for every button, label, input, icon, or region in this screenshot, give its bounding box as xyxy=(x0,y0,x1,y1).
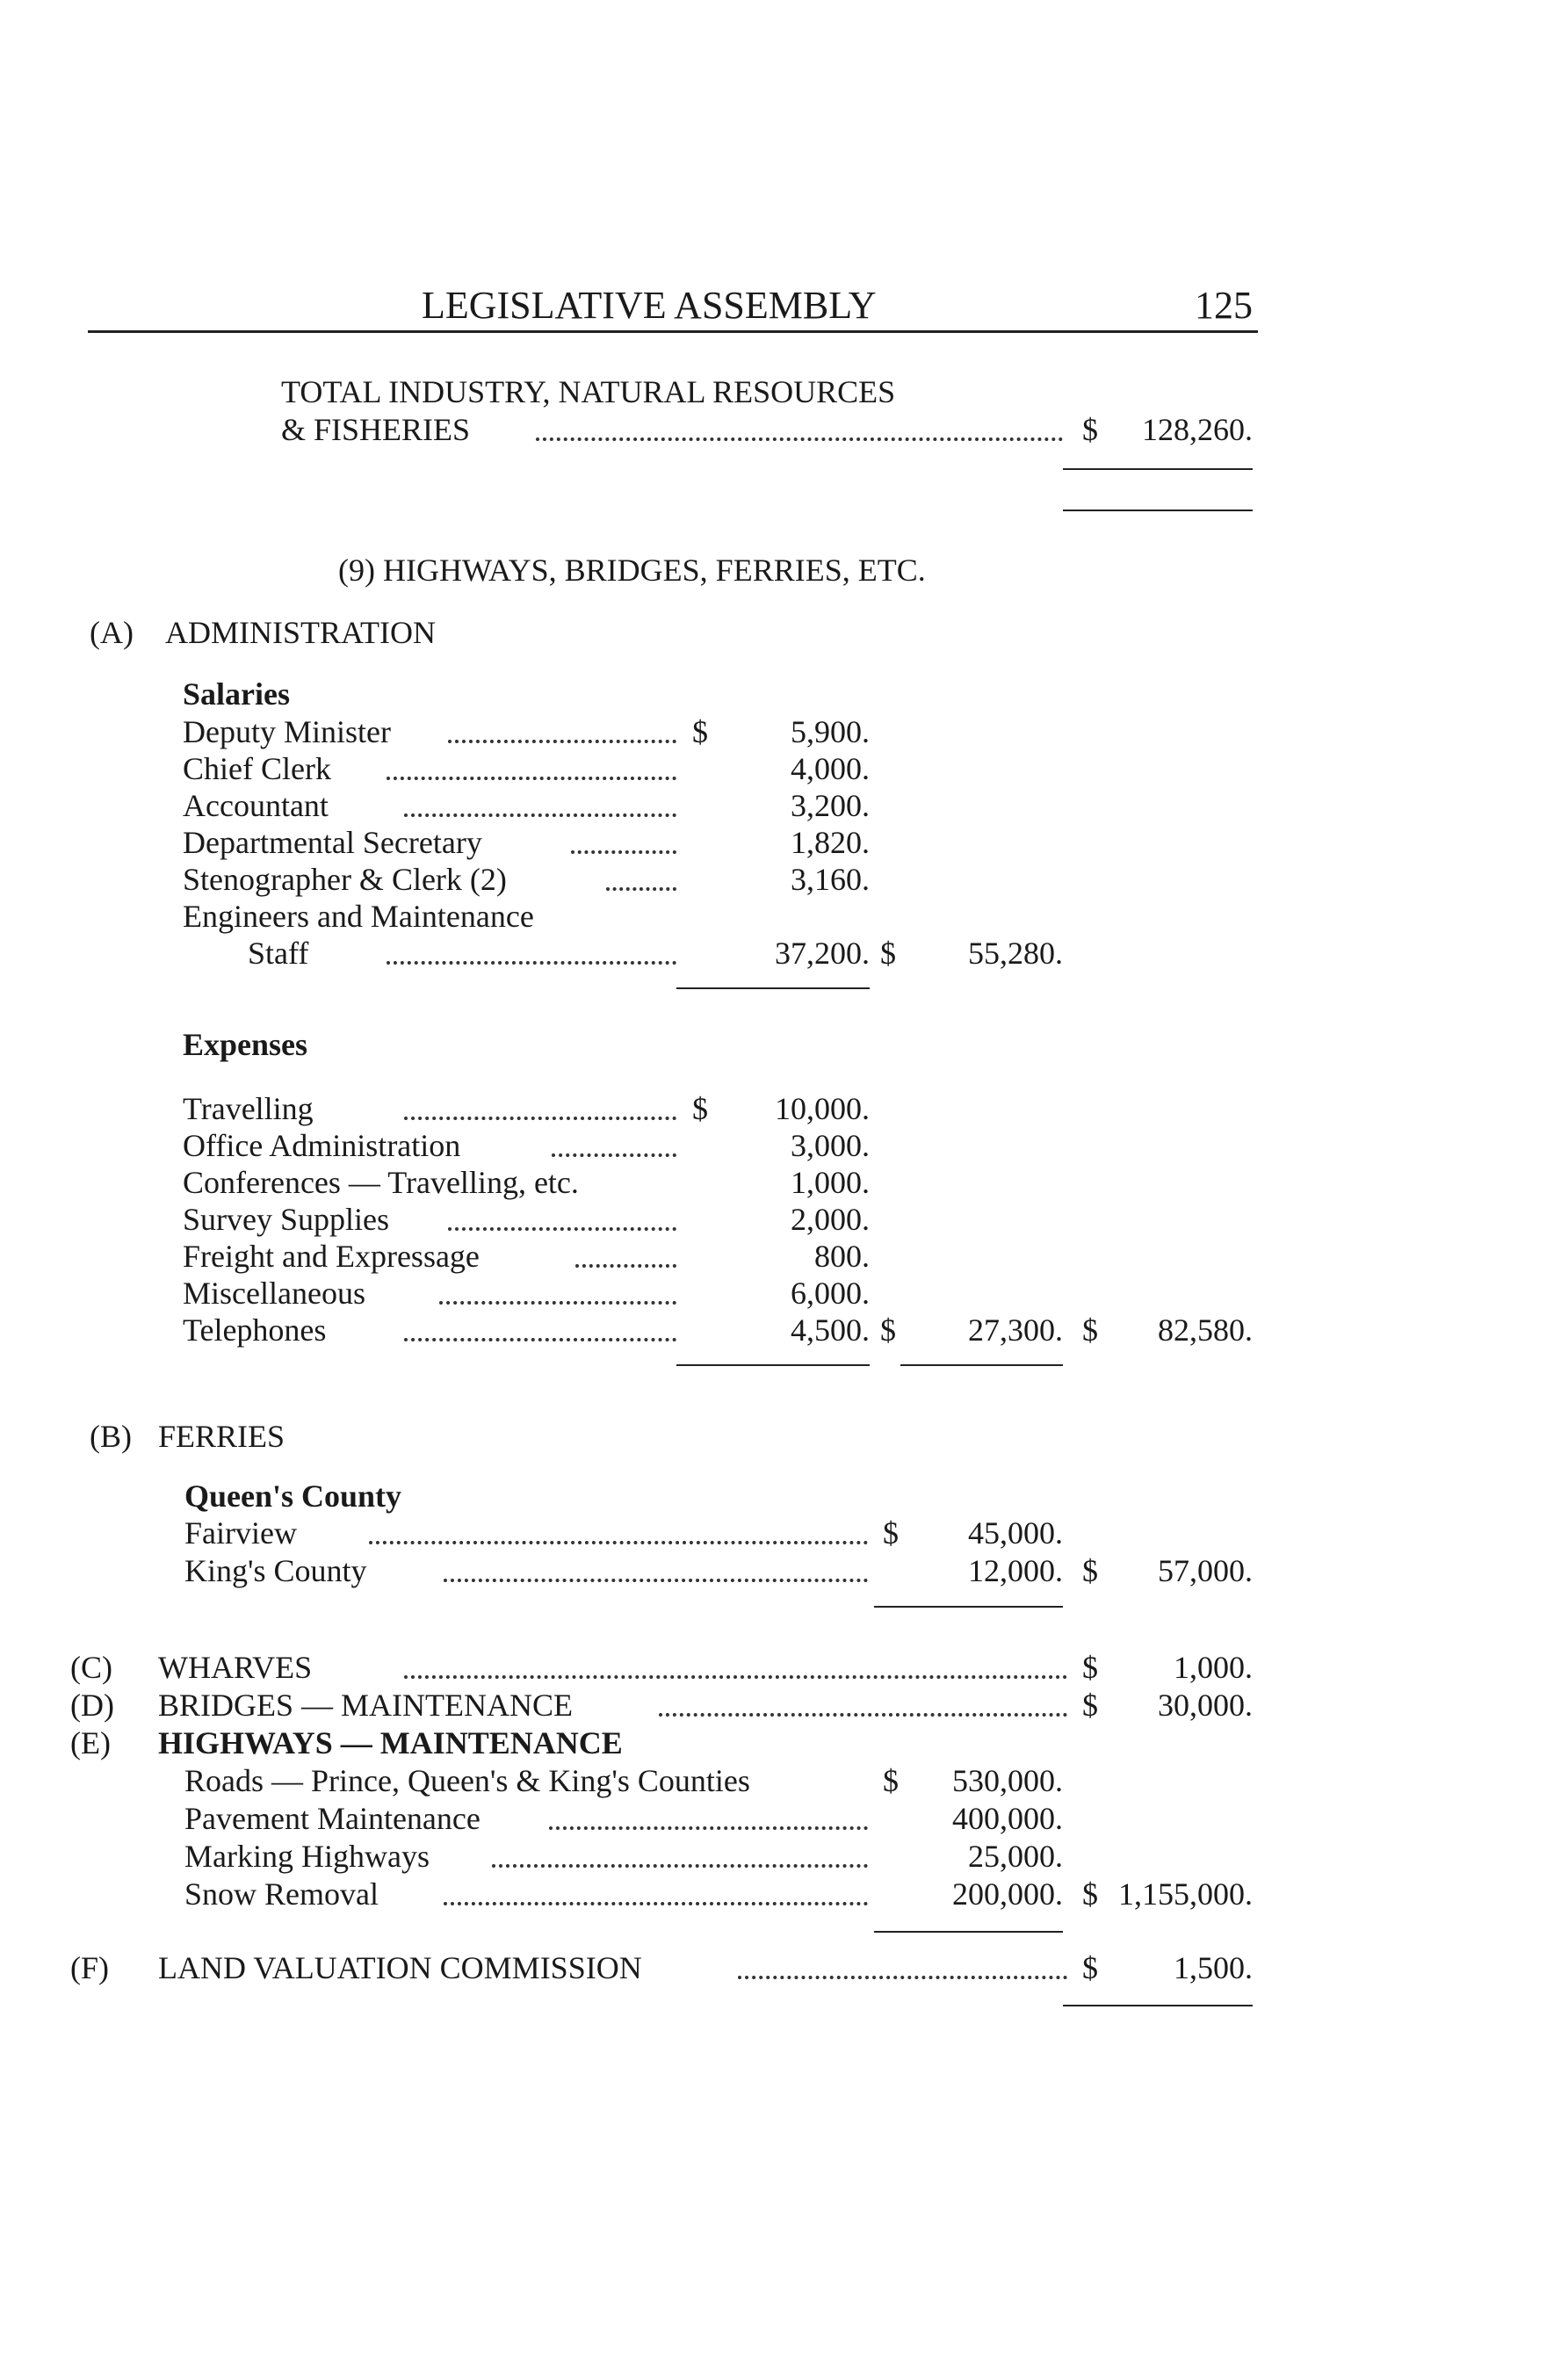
salary-amount: 37,200. xyxy=(775,936,870,971)
expenses-rule xyxy=(676,1364,870,1366)
leader-dots xyxy=(404,1675,1067,1679)
salary-amount: 3,200. xyxy=(791,788,870,823)
highway-label: Pavement Maintenance xyxy=(184,1801,481,1836)
admin-title: ADMINISTRATION xyxy=(165,615,436,650)
expense-amount: 800. xyxy=(814,1239,870,1274)
wharves-amount: 1,000. xyxy=(1174,1650,1253,1685)
highways-letter: (E) xyxy=(70,1725,111,1760)
leader-dots xyxy=(404,1117,676,1120)
total-label-line1: TOTAL INDUSTRY, NATURAL RESOURCES xyxy=(281,374,896,409)
expense-label: Office Administration xyxy=(183,1128,461,1163)
salary-currency: $ xyxy=(692,714,708,749)
ferry-label: Fairview xyxy=(184,1515,297,1551)
salary-label: Staff xyxy=(248,936,309,971)
leader-dots xyxy=(404,813,676,817)
salary-amount: 5,900. xyxy=(791,714,870,749)
expense-label: Telephones xyxy=(183,1312,327,1348)
leader-dots xyxy=(575,1264,676,1268)
header-rule xyxy=(88,330,1258,333)
ferries-rule xyxy=(874,1606,1063,1608)
leader-dots xyxy=(659,1713,1067,1717)
land-currency: $ xyxy=(1082,1950,1098,1985)
page-title: LEGISLATIVE ASSEMBLY xyxy=(422,284,877,327)
expense-label: Freight and Expressage xyxy=(183,1239,480,1274)
expense-subtotal: 27,300. xyxy=(968,1312,1063,1348)
highway-label: Snow Removal xyxy=(184,1876,379,1912)
bridges-letter: (D) xyxy=(70,1688,114,1723)
admin-letter: (A) xyxy=(90,615,134,650)
highway-currency: $ xyxy=(883,1763,899,1798)
salaries-rule xyxy=(676,987,870,989)
expenses-label: Expenses xyxy=(183,1027,308,1062)
ferries-total: 57,000. xyxy=(1158,1553,1253,1588)
expense-label: Miscellaneous xyxy=(183,1276,365,1311)
leader-dots xyxy=(439,1301,676,1305)
leader-dots xyxy=(536,437,1063,441)
expense-label: Survey Supplies xyxy=(183,1202,390,1237)
bridges-title: BRIDGES — MAINTENANCE xyxy=(158,1688,573,1723)
highway-amount: 400,000. xyxy=(952,1801,1063,1836)
bridges-currency: $ xyxy=(1082,1688,1098,1723)
wharves-letter: (C) xyxy=(70,1650,112,1685)
land-letter: (F) xyxy=(70,1950,109,1985)
highway-amount: 25,000. xyxy=(968,1839,1063,1874)
highways-total: 1,155,000. xyxy=(1118,1876,1253,1912)
ferry-amount: 45,000. xyxy=(968,1515,1063,1551)
expense-subtotal-currency: $ xyxy=(880,1312,896,1348)
ferry-amount: 12,000. xyxy=(968,1553,1063,1588)
total-rule-1 xyxy=(1063,468,1253,470)
salary-label: Accountant xyxy=(183,788,329,823)
expense-amount: 10,000. xyxy=(775,1091,870,1126)
salary-amount: 4,000. xyxy=(791,751,870,786)
leader-dots xyxy=(404,1338,676,1341)
highway-label: Marking Highways xyxy=(184,1839,430,1874)
expense-amount: 3,000. xyxy=(791,1128,870,1163)
ferries-title: FERRIES xyxy=(158,1419,285,1454)
salary-amount: 1,820. xyxy=(791,825,870,860)
bridges-amount: 30,000. xyxy=(1158,1688,1253,1723)
land-rule xyxy=(1063,2005,1253,2006)
total-rule-2 xyxy=(1063,510,1253,511)
salary-label: Deputy Minister xyxy=(183,714,391,749)
leader-dots xyxy=(738,1976,1067,1979)
expense-amount: 2,000. xyxy=(791,1202,870,1237)
leader-dots xyxy=(549,1826,868,1830)
expense-amount: 6,000. xyxy=(791,1276,870,1311)
ferries-sub-label: Queen's County xyxy=(184,1478,402,1514)
total-amount: 128,260. xyxy=(1142,412,1253,447)
expense-amount: 4,500. xyxy=(791,1312,870,1348)
salary-label: Engineers and Maintenance xyxy=(183,899,534,934)
highway-amount: 530,000. xyxy=(952,1763,1063,1798)
leader-dots xyxy=(387,961,676,965)
salaries-label: Salaries xyxy=(183,676,290,712)
highway-amount: 200,000. xyxy=(952,1876,1063,1912)
wharves-title: WHARVES xyxy=(158,1650,313,1685)
leader-dots xyxy=(387,777,676,780)
expense-label: Conferences — Travelling, etc. xyxy=(183,1165,579,1200)
expense-label: Travelling xyxy=(183,1091,314,1126)
salary-label: Chief Clerk xyxy=(183,751,331,786)
leader-dots xyxy=(492,1864,868,1868)
leader-dots xyxy=(448,740,676,743)
leader-dots xyxy=(552,1153,676,1157)
leader-dots xyxy=(606,887,676,891)
section-title: (9) HIGHWAYS, BRIDGES, FERRIES, ETC. xyxy=(338,553,926,588)
leader-dots xyxy=(369,1541,868,1544)
expense-amount: 1,000. xyxy=(791,1165,870,1200)
highway-label: Roads — Prince, Queen's & King's Counties xyxy=(184,1763,750,1798)
expenses-subtotal-rule xyxy=(900,1364,1063,1366)
highways-rule xyxy=(874,1931,1063,1933)
ferry-currency: $ xyxy=(883,1515,899,1551)
leader-dots xyxy=(444,1579,868,1582)
expense-currency: $ xyxy=(692,1091,708,1126)
land-amount: 1,500. xyxy=(1174,1950,1253,1985)
total-label-line2: & FISHERIES xyxy=(281,412,471,447)
salary-subtotal-currency: $ xyxy=(880,936,896,971)
admin-total-currency: $ xyxy=(1082,1312,1098,1348)
wharves-currency: $ xyxy=(1082,1650,1098,1685)
land-title: LAND VALUATION COMMISSION xyxy=(158,1950,642,1985)
salary-label: Stenographer & Clerk (2) xyxy=(183,862,507,897)
leader-dots xyxy=(448,1227,676,1231)
highways-total-currency: $ xyxy=(1082,1876,1098,1912)
leader-dots xyxy=(444,1902,868,1905)
salary-amount: 3,160. xyxy=(791,862,870,897)
ferries-total-currency: $ xyxy=(1082,1553,1098,1588)
ferries-letter: (B) xyxy=(90,1419,132,1454)
total-currency: $ xyxy=(1082,412,1098,447)
salary-label: Departmental Secretary xyxy=(183,825,482,860)
leader-dots xyxy=(571,850,676,854)
page-number: 125 xyxy=(1195,284,1253,327)
ferry-label: King's County xyxy=(184,1553,367,1588)
highways-title: HIGHWAYS — MAINTENANCE xyxy=(158,1725,623,1760)
salary-subtotal: 55,280. xyxy=(968,936,1063,971)
admin-total: 82,580. xyxy=(1158,1312,1253,1348)
